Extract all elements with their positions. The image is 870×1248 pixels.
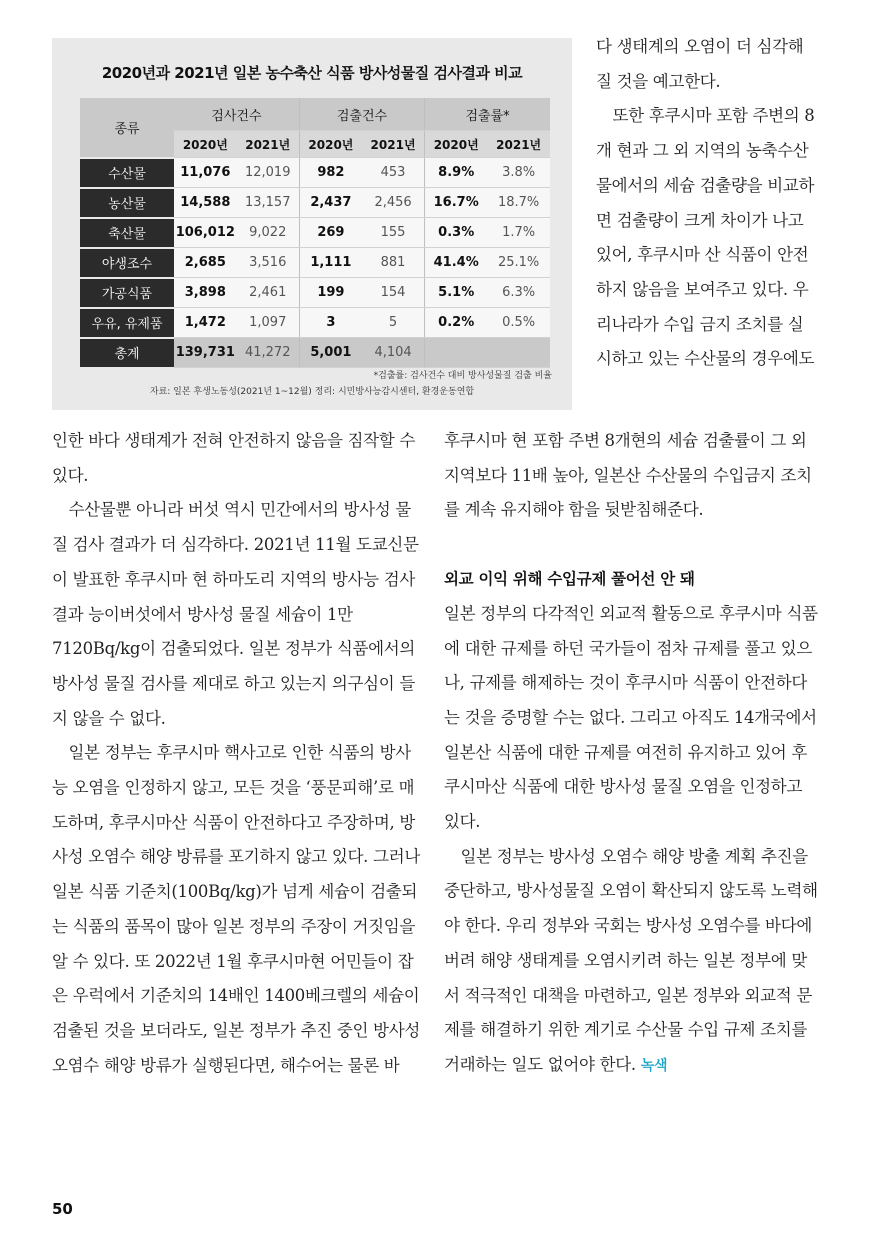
header-year: 2020년 (299, 131, 362, 158)
header-kind: 종류 (80, 98, 174, 158)
table-cell: 41.4% (425, 248, 488, 278)
table-cell: 982 (299, 158, 362, 188)
end-mark-icon: 녹색 (640, 1057, 668, 1074)
table-cell: 1,097 (237, 308, 300, 338)
table-cell: 1,472 (174, 308, 237, 338)
table-row (80, 158, 550, 188)
table-cell: 16.7% (425, 188, 488, 218)
table-cell: 2,456 (362, 188, 425, 218)
section-heading: 외교 이익 위해 수입규제 풀어선 안 돼 (444, 570, 695, 589)
row-label: 야생조수 (80, 248, 174, 278)
row-label: 수산물 (80, 158, 174, 188)
table-cell: 0.2% (425, 308, 488, 338)
header-year: 2020년 (174, 131, 237, 158)
table-cell: 41,272 (237, 338, 300, 368)
table-header-row (80, 98, 550, 131)
table-cell: 2,461 (237, 278, 300, 308)
table-cell: 3 (299, 308, 362, 338)
figure-source: 자료: 일본 후생노동성(2021년 1~12월) 정리: 시민방사능감시센터, 환경운동연합 (149, 387, 475, 397)
figure-title: 2020년과 2021년 일본 농수축산 식품 방사성물질 검사결과 비교 (101, 64, 523, 82)
table-cell: 3,516 (237, 248, 300, 278)
left-column (52, 424, 422, 1083)
right-column (444, 424, 818, 1084)
table-cell: 5 (362, 308, 425, 338)
paragraph: 다 생태계의 오염이 더 심각해질 것을 예고한다. (596, 37, 804, 91)
table-cell: 5.1% (425, 278, 488, 308)
table-cell: 6.3% (487, 278, 550, 308)
table-cell: 881 (362, 248, 425, 278)
table-cell: 13,157 (237, 188, 300, 218)
table-row (80, 248, 550, 278)
table-cell-empty (487, 338, 550, 368)
table-row (80, 308, 550, 338)
row-label: 총계 (80, 338, 174, 368)
paragraph: 일본 정부의 다각적인 외교적 활동으로 후쿠시마 식품에 대한 규제를 하던 국가들이 점차 규제를 풀고 있으나, 규제를 해제하는 것이 후쿠시마 식품이 안전하다는 것을 증명할 수는 없다. 그리고 아직도 14개국에서 일본산 식품에 대한 규제를 여전히 유지하고 있어 후쿠시마산 식품에 대한 방사성 물질 오염을 인정하고 있다. (444, 603, 818, 832)
row-label: 축산물 (80, 218, 174, 248)
header-year: 2021년 (237, 131, 300, 158)
table-cell: 12,019 (237, 158, 300, 188)
table-cell: 1,111 (299, 248, 362, 278)
table-row (80, 188, 550, 218)
table-cell: 154 (362, 278, 425, 308)
row-label: 농산물 (80, 188, 174, 218)
paragraph: 일본 정부는 후쿠시마 핵사고로 인한 식품의 방사능 오염을 인정하지 않고, 모든 것을 ‘풍문피해’로 매도하며, 후쿠시마산 식품이 안전하다고 주장하며, 방사성 오염수 해양 방류를 포기하지 않고 있다. 그러나 일본 식품 기준치(100Bq/kg)가 넘게 세슘이 검출되는 식품의 품목이 많아 일본 정부의 주장이 거짓임을 알 수 있다. 또 2022년 1월 후쿠시마현 어민들이 잡은 우럭에서 기준치의 14배인 1400베크렐의 세슘이 검출된 것을 보더라도, 일본 정부가 추진 중인 방사성 오염수 해양 방류가 실행된다면, 해수어는 물론 바 (52, 743, 420, 1075)
table-row (80, 218, 550, 248)
table-cell: 453 (362, 158, 425, 188)
inspection-results-table (80, 98, 550, 369)
table-cell: 18.7% (487, 188, 550, 218)
table-total-row (80, 338, 550, 368)
header-group-inspections: 검사건수 (174, 98, 299, 131)
header-year: 2021년 (362, 131, 425, 158)
page-number: 50 (52, 1200, 73, 1218)
table-cell: 155 (362, 218, 425, 248)
paragraph: 또한 후쿠시마 포함 주변의 8개 현과 그 외 지역의 농축수산물에서의 세슘 검출량을 비교하면 검출량이 크게 차이가 나고 있어, 후쿠시마 산 식품이 안전하지 않음을 보여주고 있다. 우리나라가 수입 금지 조치를 실시하고 있는 수산물의 경우에도 (596, 106, 815, 369)
table-cell: 3.8% (487, 158, 550, 188)
table-cell: 2,437 (299, 188, 362, 218)
table-cell: 1.7% (487, 218, 550, 248)
table-cell-empty (425, 338, 488, 368)
paragraph: 수산물뿐 아니라 버섯 역시 민간에서의 방사성 물질 검사 결과가 더 심각하다. 2021년 11월 도쿄신문이 발표한 후쿠시마 현 하마도리 지역의 방사능 검사결과 능이버섯에서 방사성 물질 세슘이 1만7120Bq/kg이 검출되었다. 일본 정부가 식품에서의 방사성 물질 검사를 제대로 하고 있는지 의구심이 들지 않을 수 없다. (52, 500, 419, 728)
table-cell: 25.1% (487, 248, 550, 278)
table-cell: 269 (299, 218, 362, 248)
table-cell: 11,076 (174, 158, 237, 188)
header-group-detections: 검출건수 (299, 98, 424, 131)
table-cell: 5,001 (299, 338, 362, 368)
paragraph: 후쿠시마 현 포함 주변 8개현의 세슘 검출률이 그 외 지역보다 11배 높아, 일본산 수산물의 수입금지 조치를 계속 유지해야 함을 뒷받침해준다. (444, 431, 812, 520)
table-cell: 2,685 (174, 248, 237, 278)
header-year: 2020년 (425, 131, 488, 158)
table-cell: 0.5% (487, 308, 550, 338)
table-cell: 139,731 (174, 338, 237, 368)
header-year: 2021년 (487, 131, 550, 158)
inspection-results-figure (52, 38, 572, 410)
table-cell: 199 (299, 278, 362, 308)
top-right-column (596, 30, 816, 377)
row-label: 우유, 유제품 (80, 308, 174, 338)
table-cell: 3,898 (174, 278, 237, 308)
spacer (444, 528, 818, 562)
paragraph-text: 일본 정부는 방사성 오염수 해양 방출 계획 추진을 중단하고, 방사성물질 오염이 확산되지 않도록 노력해야 한다. 우리 정부와 국회는 방사성 오염수를 바다에 버려 해양 생태계를 오염시키려 하는 일본 정부에 맞서 적극적인 대책을 마련하고, 일본 정부와 외교적 문제를 해결하기 위한 계기로 수산물 수입 규제 조치를 거래하는 일도 없어야 한다. (444, 846, 818, 1074)
table-cell: 14,588 (174, 188, 237, 218)
table-cell: 9,022 (237, 218, 300, 248)
table-cell: 0.3% (425, 218, 488, 248)
paragraph: 인한 바다 생태계가 전혀 안전하지 않음을 짐작할 수 있다. (52, 431, 416, 485)
figure-note: *검출률: 검사건수 대비 방사성물질 검출 비율 (373, 371, 552, 381)
row-label: 가공식품 (80, 278, 174, 308)
paragraph (444, 840, 818, 1084)
header-group-detection-rate: 검출률* (425, 98, 550, 131)
table-cell: 106,012 (174, 218, 237, 248)
table-cell: 4,104 (362, 338, 425, 368)
table-row (80, 278, 550, 308)
table-cell: 8.9% (425, 158, 488, 188)
